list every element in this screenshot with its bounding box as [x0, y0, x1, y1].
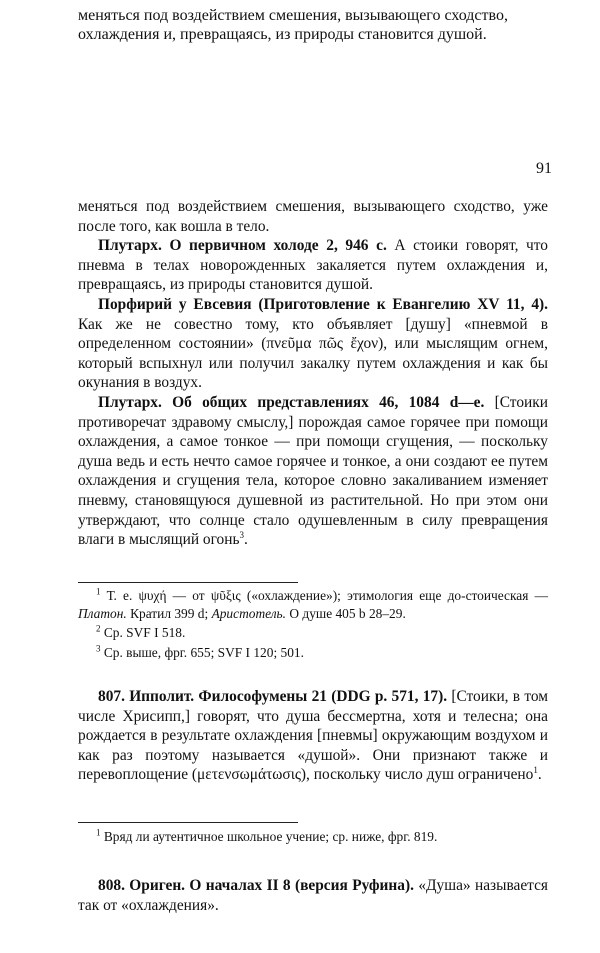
footnote [78, 587, 548, 623]
paragraph-hippolytus [78, 687, 548, 785]
footnotes-block-2 [78, 822, 548, 847]
footnote-text: Кратил 399 d; [126, 606, 212, 621]
footnote-text: Вряд ли аутентичное школьное учение; ср. ниже, фрг. 819. [100, 829, 438, 844]
footnote-author: Аристотель. [211, 606, 287, 621]
fragment-line: охлаждения и, превращаясь, из природы становится душой. [78, 26, 487, 43]
footnote-number: 2 [96, 623, 101, 634]
paragraph-text: Как же не совестно тому, кто объявляет [душу] «пневмой в определенном состоянии» (πνεῦμα πῶς ἔχον), или мыслящим огнем, который вспыхнул или получил закалку путем охлаждения и как бы окунания в воздух. [78, 315, 548, 392]
footnote-text: Ср. SVF I 518. [100, 625, 186, 640]
footnotes-block-1 [78, 582, 548, 663]
source-heading: 808. Ориген. О началах II 8 (версия Руфина). [98, 877, 414, 894]
footnote-marker: 1 [533, 765, 538, 776]
paragraph-text: . [244, 531, 248, 549]
footnote-rule [78, 582, 298, 583]
paragraph-origen [78, 876, 548, 915]
footnote-text: Т. е. ψυχή — от ψῦξις («охлаждение»); этимология еще до-стоическая — [100, 588, 548, 603]
footnote-rule [78, 822, 298, 823]
fragment-808 [78, 876, 548, 915]
paragraph-text: меняться под воздействием смешения, вызывающего сходство, уже после того, как вошла в тело. [78, 198, 548, 235]
previous-page-fragment [78, 6, 538, 44]
paragraph-plutarch-cold [78, 236, 548, 295]
footnote-author: Платон. [78, 606, 127, 621]
source-heading: Плутарх. Об общих представлениях 46, 1084 d—e. [98, 393, 485, 411]
paragraph-plutarch-common [78, 393, 548, 550]
footnote-text: Ср. выше, фрг. 655; SVF I 120; 501. [100, 645, 304, 660]
footnote-number: 1 [96, 827, 101, 838]
paragraph-porphyry [78, 295, 548, 393]
fragment-line: меняться под воздействием смешения, вызывающего сходство, [78, 7, 508, 24]
footnote-text: О душе 405 b 28–29. [286, 606, 406, 621]
paragraph-text: . [537, 766, 542, 784]
paragraph-text: [Стоики, в том числе Хрисипп,] говорят, что душа бессмертна, хотя и телесна; она рождается в результате охлаждения [пневмы] окружающим воздухом и как раз поэтому называется «душой». Они признают также и перевоплощение (μετενσωμάτωσις), поскольку число душ ограничено [78, 688, 548, 784]
footnote [96, 623, 548, 643]
paragraph-text: А стоики говорят, что пневма в телах новорожденных закаляется путем охлаждения и, превращаясь, из природы становится душой. [78, 237, 549, 294]
main-text [78, 197, 548, 550]
source-heading: Порфирий у Евсевия (Приготовление к Евангелию XV 11, 4). [98, 295, 548, 313]
source-heading: Плутарх. О первичном холоде 2, 946 с. [98, 237, 387, 255]
paragraph-text: «Душа» называется так от «охлаждения». [78, 877, 549, 914]
page-number: 91 [536, 160, 552, 177]
paragraph-text: [Стоики противоречат здравому смыслу,] порождая самое горячее при помощи охлаждения, а самое тонкое — при помощи сгущения, — поскольку душа ведь и есть нечто самое горячее и тонкое, а они создают ее путем охлаждения и сгущения тела, которое словно закаливанием изменяет пневму, становящуюся душевной из растительной. Но при этом они утверждают, что солнце стало одушевленным в силу превращения влаги в мыслящий огонь [78, 393, 548, 549]
source-heading: 807. Ипполит. Философумены 21 (DDG p. 571, 17). [98, 688, 448, 705]
footnote [96, 643, 548, 663]
footnote-number: 1 [96, 586, 101, 597]
footnote-marker: 3 [239, 529, 245, 540]
footnote [96, 827, 548, 847]
footnote-number: 3 [96, 643, 101, 654]
fragment-807 [78, 687, 548, 785]
paragraph-continuation [78, 197, 548, 236]
